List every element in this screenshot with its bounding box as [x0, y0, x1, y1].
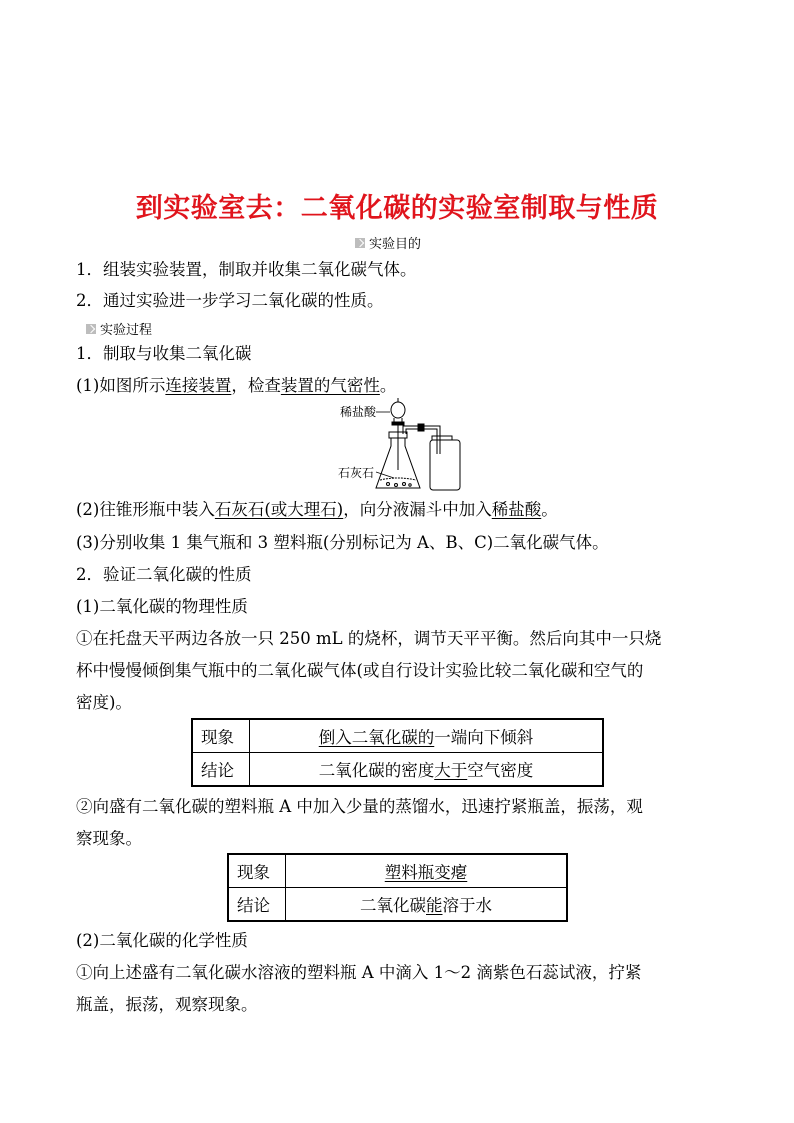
- table-row: [228, 888, 567, 922]
- apparatus-figure: [336, 398, 466, 494]
- experiment-3-line: 瓶盖，振荡，观察现象。: [76, 995, 258, 1014]
- experiment-1-line: ①在托盘天平两边各放一只 250 mL 的烧杯，调节天平平衡。然后向其中一只烧: [76, 629, 662, 648]
- experiment-2-line: 察现象。: [76, 829, 142, 848]
- result-table-2: [227, 853, 568, 922]
- result-table-1: [191, 718, 604, 787]
- delivery-tube: [403, 424, 440, 454]
- table-row: [192, 753, 603, 787]
- section-marker-icon: [86, 324, 96, 334]
- table-key: 现象: [228, 854, 286, 888]
- table-value: 二氧化碳能溶于水: [286, 888, 568, 922]
- section-tag-label: 实验目的: [369, 237, 422, 252]
- limestone-label: 石灰石: [338, 466, 375, 480]
- experiment-3-line: ①向上述盛有二氧化碳水溶液的塑料瓶 A 中滴入 1～2 滴紫色石蕊试液，拧紧: [76, 963, 642, 982]
- step-2: (2)往锥形瓶中装入石灰石(或大理石)，向分液漏斗中加入稀盐酸。: [76, 500, 558, 519]
- table-value: 塑料瓶变瘪: [286, 854, 568, 888]
- physical-property-heading: (1)二氧化碳的物理性质: [76, 597, 248, 616]
- table-value: 二氧化碳的密度大于空气密度: [250, 753, 604, 787]
- part2-heading: 2．验证二氧化碳的性质: [76, 565, 252, 584]
- page-title: 到实验室去：二氧化碳的实验室制取与性质: [135, 193, 659, 224]
- experiment-1-line: 密度)。: [76, 693, 132, 712]
- table-key: 结论: [192, 753, 250, 787]
- gas-collecting-bottle: [430, 436, 460, 490]
- section-tag-objectives: [355, 233, 421, 252]
- table-key: 结论: [228, 888, 286, 922]
- part1-heading: 1．制取与收集二氧化碳: [76, 344, 252, 363]
- objective-1: 1．组装实验装置，制取并收集二氧化碳气体。: [76, 260, 417, 279]
- section-tag-label: 实验过程: [100, 323, 153, 338]
- section-marker-icon: [355, 238, 365, 248]
- table-key: 现象: [192, 719, 250, 753]
- objective-2: 2．通过实验进一步学习二氧化碳的性质。: [76, 291, 384, 310]
- section-tag-process: [86, 319, 152, 338]
- chemical-property-heading: (2)二氧化碳的化学性质: [76, 931, 248, 950]
- step-1: (1)如图所示连接装置，检查装置的气密性。: [76, 376, 397, 395]
- table-value: 倒入二氧化碳的一端向下倾斜: [250, 719, 604, 753]
- experiment-1-line: 杯中慢慢倾倒集气瓶中的二氧化碳气体(或自行设计实验比较二氧化碳和空气的: [76, 661, 644, 680]
- step-3: (3)分别收集 1 集气瓶和 3 塑料瓶(分别标记为 A、B、C)二氧化碳气体。: [76, 533, 609, 552]
- table-row: [228, 854, 567, 888]
- table-row: [192, 719, 603, 753]
- experiment-2-line: ②向盛有二氧化碳的塑料瓶 A 中加入少量的蒸馏水，迅速拧紧瓶盖，振荡，观: [76, 797, 643, 816]
- hydrochloric-acid-label: 稀盐酸: [340, 405, 377, 419]
